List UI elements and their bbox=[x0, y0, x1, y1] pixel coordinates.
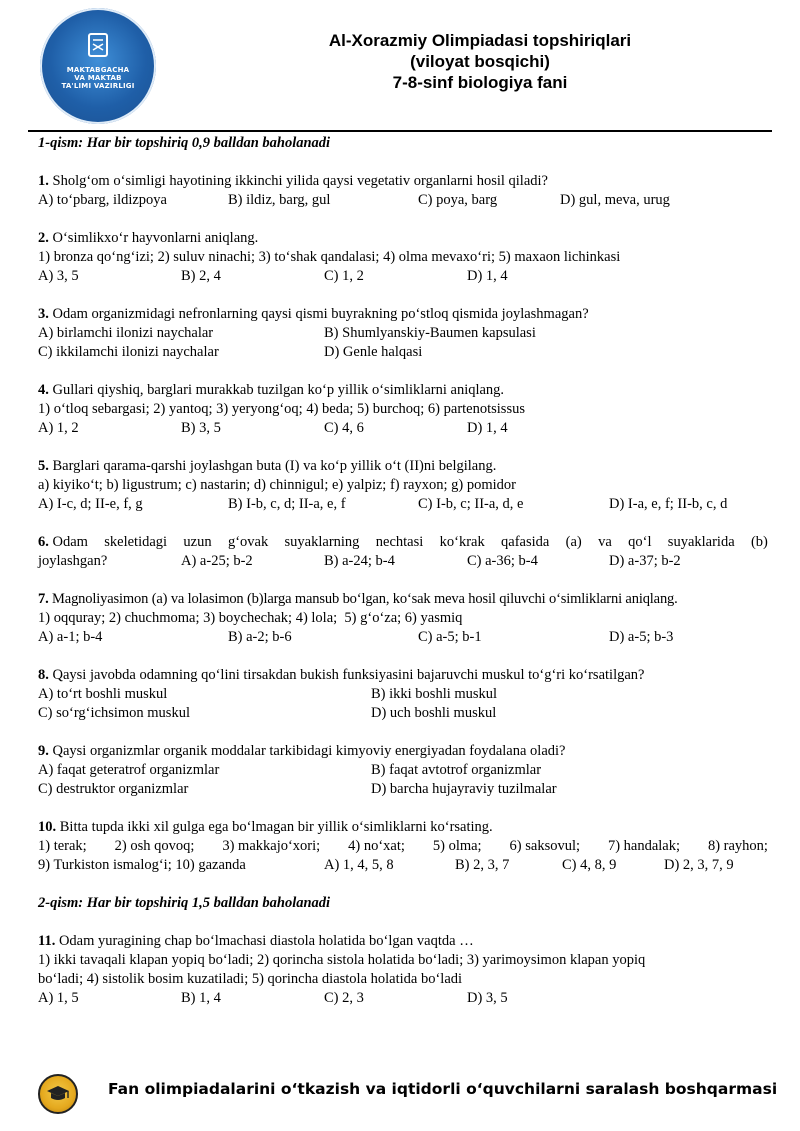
option-c[interactable]: C) 4, 8, 9 bbox=[562, 857, 617, 873]
option-b[interactable]: B) ildiz, barg, gul bbox=[228, 192, 331, 208]
question-items: 1) terak; 2) osh qovoq; 3) makkajo‘xori; 4) no‘xat; 5) olma; 6) saksovul; 7) handalak; 8) rayhon; bbox=[38, 838, 768, 854]
option-b[interactable]: B) Shumlyanskiy-Baumen kapsulasi bbox=[324, 325, 536, 341]
options-row bbox=[38, 685, 768, 704]
options-row bbox=[38, 267, 768, 286]
option-a[interactable]: A) 3, 5 bbox=[38, 268, 79, 284]
options-row bbox=[38, 704, 768, 723]
book-icon bbox=[87, 32, 109, 58]
graduation-cap-emblem bbox=[38, 1074, 78, 1114]
page-header bbox=[290, 30, 670, 93]
question-10: 10. Bitta tupda ikki xil gulga ega bo‘lmagan bir yillik o‘simliklarni ko‘rsating. 1) terak; 2) osh qovoq; 3) makkajo‘xori; 4) no‘xat; 5) olma; 6) saksovul; 7) handalak; 8) rayhon; 9) Turkiston ismalog‘i; 10) gazanda A) 1, 4, 5, 8 B) 2, 3, 7 C) 4, 8, 9 D) 2, 3, 7, 9 bbox=[38, 819, 768, 873]
option-d[interactable]: D) 3, 5 bbox=[467, 990, 508, 1006]
options-row bbox=[38, 989, 768, 1008]
option-a[interactable]: A) I-c, d; II-e, f, g bbox=[38, 496, 143, 512]
part1-title: 1-qism: Har bir topshiriq 0,9 balldan baholanadi bbox=[38, 135, 331, 151]
option-b[interactable]: B) 1, 4 bbox=[181, 990, 221, 1006]
option-a[interactable]: A) a-25; b-2 bbox=[181, 553, 253, 569]
option-a[interactable]: A) 1, 2 bbox=[38, 420, 79, 436]
options-row bbox=[38, 191, 768, 210]
header-subject: 7-8-sinf biologiya fani bbox=[392, 73, 568, 92]
question-6 bbox=[38, 533, 768, 571]
option-c[interactable]: C) destruktor organizmlar bbox=[38, 781, 189, 797]
option-c[interactable]: C) 4, 6 bbox=[324, 420, 364, 436]
question-items: 1) bronza qo‘ng‘izi; 2) suluv ninachi; 3) to‘shak qandalasi; 4) olma mevaxo‘ri; 5) maxaon lichinkasi bbox=[38, 249, 621, 265]
question-stem-end: joylashgan? bbox=[38, 553, 108, 569]
options-row bbox=[38, 324, 768, 343]
question-11: 11. Odam yuragining chap bo‘lmachasi diastola holatida bo‘lgan vaqtda … 1) ikki tavaqali klapan yopiq bo‘ladi; 2) qorincha sistola holatida bo‘ladi; 3) yarimoysimon klapan yopiq bo‘ladi; 4) sistolik bosim kuzatiladi; 5) qorincha diastola holatida bo‘ladi A) 1, 5 B) 1, 4 C) 2, 3 D) 3, 5 bbox=[38, 932, 768, 1008]
question-items: 1) ikki tavaqali klapan yopiq bo‘ladi; 2) qorincha sistola holatida bo‘ladi; 3) yarimoysimon klapan yopiq bbox=[38, 952, 646, 968]
option-a[interactable]: A) to‘pbarg, ildizpoya bbox=[38, 192, 167, 208]
part2-title: 2-qism: Har bir topshiriq 1,5 balldan baholanadi bbox=[38, 895, 331, 911]
question-9: 9. Qaysi organizmlar organik moddalar tarkibidagi kimyoviy energiyadan foydalana oladi? A) faqat geteratrof organizmlar B) faqat avtotrof organizmlar C) destruktor organizmlar D) barcha hujayraviy tuzilmalar bbox=[38, 742, 768, 799]
option-d[interactable]: D) 1, 4 bbox=[467, 268, 508, 284]
question-items: 1) oqquray; 2) chuchmoma; 3) boychechak; 4) lola; 5) g‘o‘za; 6) yasmiq bbox=[38, 610, 463, 626]
option-b[interactable]: B) 2, 4 bbox=[181, 268, 221, 284]
options-row bbox=[38, 419, 768, 438]
option-b[interactable]: B) 2, 3, 7 bbox=[455, 857, 510, 873]
question-items-cont: bo‘ladi; 4) sistolik bosim kuzatiladi; 5) qorincha diastola holatida bo‘ladi bbox=[38, 971, 463, 987]
question-3: 3. Odam organizmidagi nefronlarning qaysi qismi buyrakning po‘stloq qismida joylashmagan? A) birlamchi ilonizi naychalar B) Shumlyanskiy-Baumen kapsulasi C) ikkilamchi ilonizi naychalar D) Genle halqasi bbox=[38, 305, 768, 362]
question-8: 8. Qaysi javobda odamning qo‘lini tirsakdan bukish funksiyasini bajaruvchi muskul to‘g‘ri ko‘rsatilgan? A) to‘rt boshli muskul B) ikki boshli muskul C) so‘rg‘ichsimon muskul D) uch boshli muskul bbox=[38, 666, 768, 723]
graduation-cap-icon bbox=[46, 1084, 70, 1104]
option-d[interactable]: D) a-37; b-2 bbox=[609, 553, 681, 569]
option-d[interactable]: D) barcha hujayraviy tuzilmalar bbox=[371, 781, 557, 797]
option-b[interactable]: B) 3, 5 bbox=[181, 420, 221, 436]
option-a[interactable]: A) faqat geteratrof organizmlar bbox=[38, 762, 220, 778]
question-5: 5. Barglari qarama-qarshi joylashgan buta (I) va ko‘p yillik o‘t (II)ni belgilang. a) kiyiko‘t; b) ligustrum; c) nastarin; d) chinnigul; e) yalpiz; f) rayxon; g) pomidor A) I-c, d; II-e, f, g B) I-b, c, d; II-a, e, f C) I-b, c; II-a, d, e D) I-a, e, f; II-b, c, d bbox=[38, 457, 768, 514]
option-a[interactable]: A) 1, 4, 5, 8 bbox=[324, 857, 394, 873]
question-stem: 6. Odam skeletidagi uzun g‘ovak suyaklarning nechtasi ko‘krak qafasida (a) va qo‘l suyaklarida (b) bbox=[38, 534, 768, 550]
option-a[interactable]: A) a-1; b-4 bbox=[38, 629, 103, 645]
header-title: Al-Xorazmiy Olimpiadasi topshiriqlari bbox=[328, 31, 632, 50]
option-c[interactable]: C) ikkilamchi ilonizi naychalar bbox=[38, 344, 219, 360]
option-a[interactable]: A) birlamchi ilonizi naychalar bbox=[38, 325, 214, 341]
option-d[interactable]: D) 2, 3, 7, 9 bbox=[664, 857, 734, 873]
option-d[interactable]: D) a-5; b-3 bbox=[609, 629, 674, 645]
option-a[interactable]: A) to‘rt boshli muskul bbox=[38, 686, 168, 702]
footer-department: Fan olimpiadalarini o‘tkazish va iqtidorli o‘quvchilarni saralash boshqarmasi bbox=[108, 1080, 778, 1098]
options-row bbox=[38, 780, 768, 799]
question-4: 4. Gullari qiyshiq, barglari murakkab tuzilgan ko‘p yillik o‘simliklarni aniqlang. 1) o‘tloq sebargasi; 2) yantoq; 3) yeryong‘oq; 4) beda; 5) burchoq; 6) partenotsissus A) 1, 2 B) 3, 5 C) 4, 6 D) 1, 4 bbox=[38, 381, 768, 438]
option-b[interactable]: B) a-2; b-6 bbox=[228, 629, 292, 645]
option-d[interactable]: D) Genle halqasi bbox=[324, 344, 423, 360]
options-row bbox=[38, 856, 768, 875]
option-b[interactable]: B) ikki boshli muskul bbox=[371, 686, 498, 702]
option-c[interactable]: C) a-5; b-1 bbox=[418, 629, 482, 645]
question-1: 1. Sholg‘om o‘simligi hayotining ikkinchi yilida qaysi vegetativ organlarni hosil qiladi? A) to‘pbarg, ildizpoya B) ildiz, barg, gul C) poya, barg D) gul, meva, urug bbox=[38, 172, 768, 210]
question-7: 7. Magnoliyasimon (a) va lolasimon (b)larga mansub bo‘lgan, ko‘sak meva hosil qiluvchi o‘simliklarni aniqlang. 1) oqquray; 2) chuchmoma; 3) boychechak; 4) lola; 5) g‘o‘za; 6) yasmiq A) a-1; b-4 B) a-2; b-6 C) a-5; b-1 D) a-5; b-3 bbox=[38, 590, 768, 647]
ministry-logo bbox=[40, 8, 156, 124]
question-items-end: 9) Turkiston ismalog‘i; 10) gazanda bbox=[38, 857, 246, 873]
header-divider bbox=[28, 130, 772, 132]
question-2: 2. O‘simlikxo‘r hayvonlarni aniqlang. 1) bronza qo‘ng‘izi; 2) suluv ninachi; 3) to‘shak qandalasi; 4) olma mevaxo‘ri; 5) maxaon lichinkasi A) 3, 5 B) 2, 4 C) 1, 2 D) 1, 4 bbox=[38, 229, 768, 286]
options-row bbox=[38, 343, 768, 362]
option-d[interactable]: D) 1, 4 bbox=[467, 420, 508, 436]
option-b[interactable]: B) faqat avtotrof organizmlar bbox=[371, 762, 542, 778]
options-row bbox=[38, 628, 768, 647]
option-c[interactable]: C) a-36; b-4 bbox=[467, 553, 538, 569]
option-c[interactable]: C) 1, 2 bbox=[324, 268, 364, 284]
option-d[interactable]: D) I-a, e, f; II-b, c, d bbox=[609, 496, 728, 512]
option-c[interactable]: C) poya, barg bbox=[418, 192, 498, 208]
option-a[interactable]: A) 1, 5 bbox=[38, 990, 79, 1006]
header-stage: (viloyat bosqichi) bbox=[410, 52, 550, 71]
options-row bbox=[38, 495, 768, 514]
question-list bbox=[38, 134, 768, 1008]
question-items: a) kiyiko‘t; b) ligustrum; c) nastarin; d) chinnigul; e) yalpiz; f) rayxon; g) pomidor bbox=[38, 477, 516, 493]
options-row bbox=[38, 552, 768, 571]
option-b[interactable]: B) I-b, c, d; II-a, e, f bbox=[228, 496, 346, 512]
options-row bbox=[38, 761, 768, 780]
option-c[interactable]: C) so‘rg‘ichsimon muskul bbox=[38, 705, 190, 721]
question-items: 1) o‘tloq sebargasi; 2) yantoq; 3) yeryong‘oq; 4) beda; 5) burchoq; 6) partenotsissus bbox=[38, 401, 525, 417]
option-d[interactable]: D) gul, meva, urug bbox=[560, 192, 670, 208]
option-b[interactable]: B) a-24; b-4 bbox=[324, 553, 395, 569]
option-c[interactable]: C) 2, 3 bbox=[324, 990, 364, 1006]
logo-text: MAKTABGACHA VA MAKTAB TA'LIMI VAZIRLIGI bbox=[61, 66, 135, 90]
option-c[interactable]: C) I-b, c; II-a, d, e bbox=[418, 496, 524, 512]
option-d[interactable]: D) uch boshli muskul bbox=[371, 705, 497, 721]
